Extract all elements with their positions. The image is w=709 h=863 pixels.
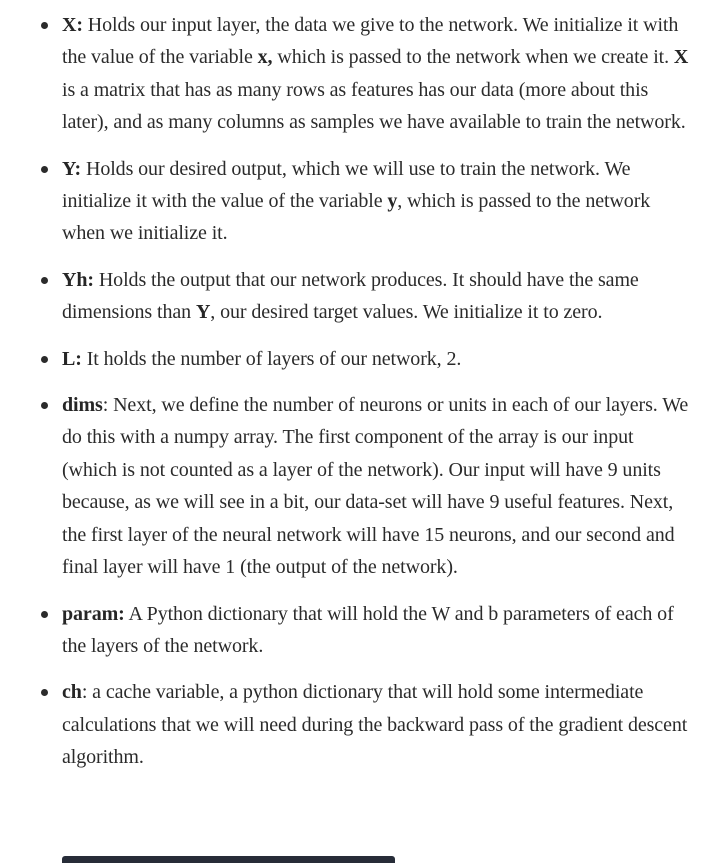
list-item [62,153,689,250]
variable-term: L: [62,347,82,370]
variable-term: X: [62,14,83,36]
variable-term: Y: [62,157,82,180]
body-text: : a cache variable, a python dictionary that will hold some intermediate calculations that we will need during the backward pass of the gradient descent algorithm. [62,681,688,769]
variable-term: param: [62,602,125,625]
body-text: : Next, we define the number of neurons or units in each of our layers. We do this with a numpy array. The first component of the array is our input (which is not counted as a layer of the network). Our input will have 9 units because, as we will see in a bit, our data-set will have 9 useful features. Next, the first layer of the neural network will have 15 neurons, and our second and final layer will have 1 (the output of the network). [62,394,689,579]
variable-term: ch [62,681,82,704]
body-text: is a matrix that has as many rows as features has our data (more about this later), and as many columns as samples we have available to train the network. [62,78,686,134]
list-item [62,389,689,583]
code-block-top-edge [62,856,395,863]
variable-term: Yh: [62,268,94,291]
body-text: Holds our desired output, which we will use to train the network. We initialize it with the value of the variable [62,157,631,213]
variable-term: Y [195,301,211,324]
list-item [62,9,689,139]
variable-term: dims [62,394,103,417]
variable-term: x, [257,46,273,69]
body-text: which is passed to the network when we create it. [272,46,674,69]
body-text: , which is passed to the network when we initialize it. [62,190,651,245]
list-item [62,598,689,663]
body-text: A Python dictionary that will hold the W and b parameters of each of the layers of the network. [62,602,674,657]
list-item [62,343,689,375]
list-item [62,676,689,773]
body-text: Holds our input layer, the data we give to the network. We initialize it with the value of the variable [62,14,679,69]
variable-term: y [387,190,398,213]
list-item [62,264,689,329]
body-text: , our desired target values. We initialize it to zero. [210,301,603,324]
variable-term: X [673,46,689,69]
body-text: It holds the number of layers of our network, 2. [81,347,462,370]
body-text: Holds the output that our network produces. It should have the same dimensions than [62,268,639,324]
